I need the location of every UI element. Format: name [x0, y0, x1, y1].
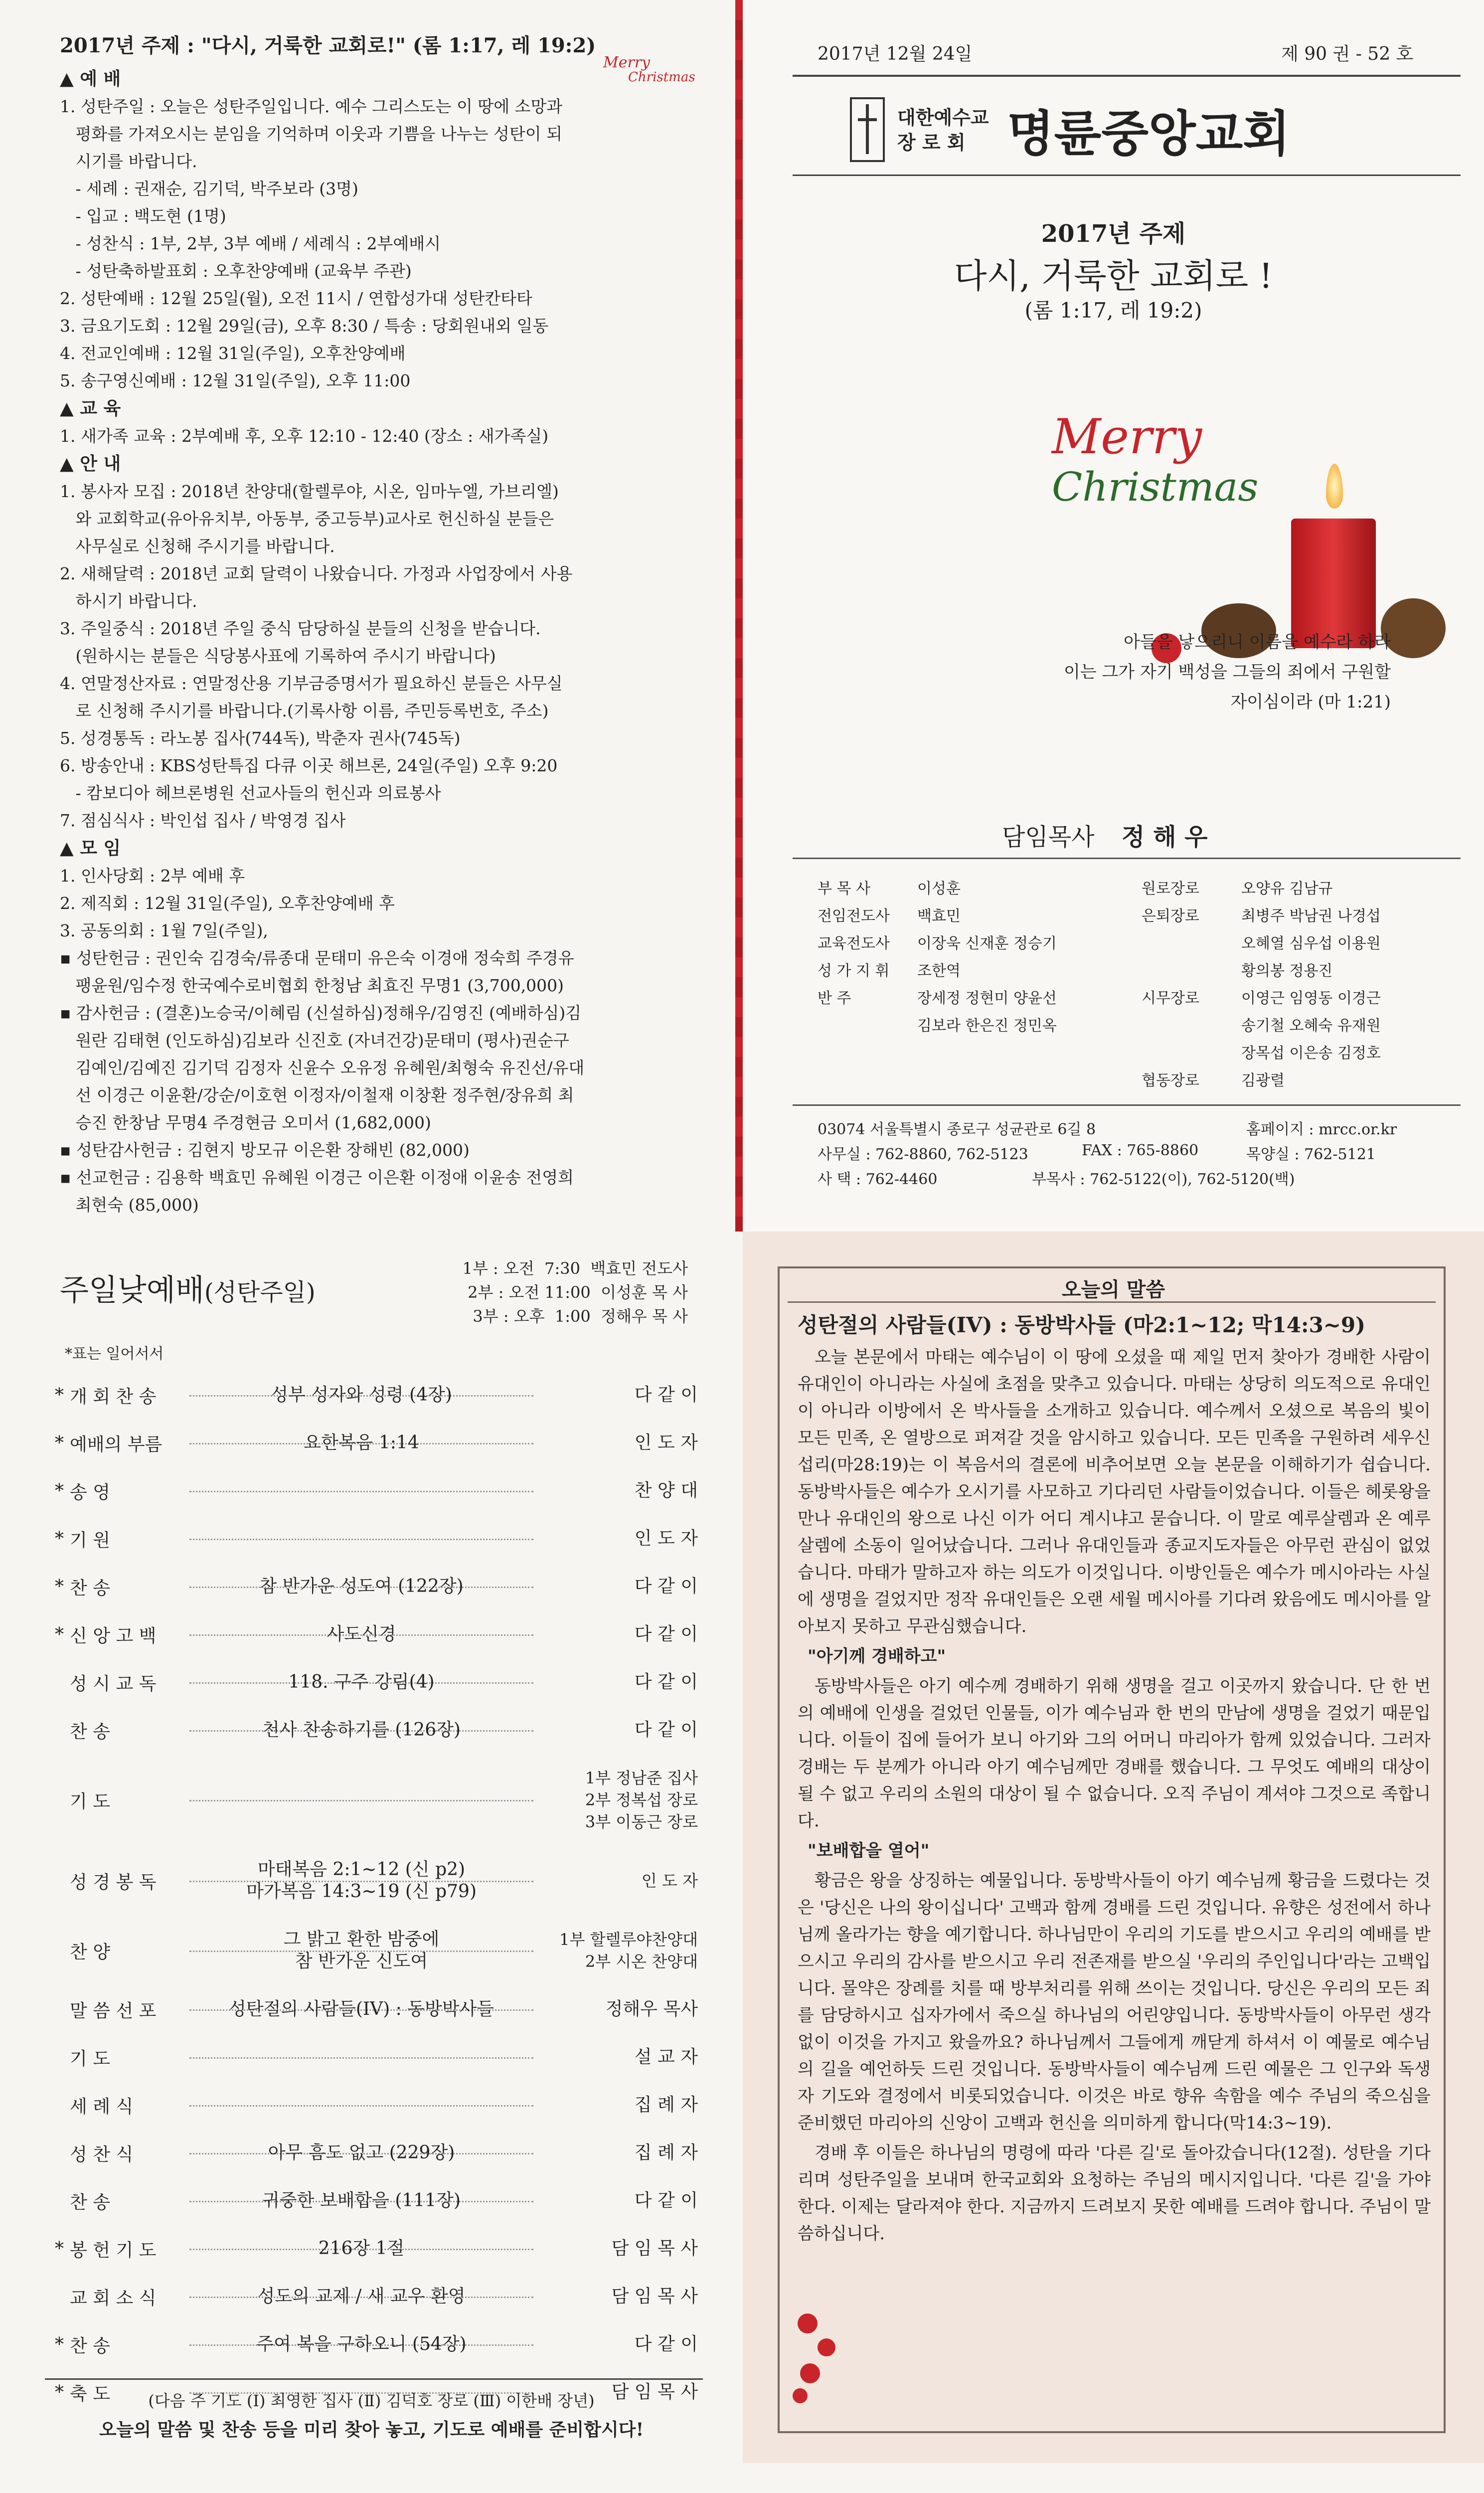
announcement-line: 3. 공동의회 : 1월 7일(주일), — [60, 921, 268, 940]
staff-names: 이장욱 신재훈 정승기 — [917, 935, 1057, 952]
service-times — [429, 1256, 688, 1328]
row-label: 성 찬 식 — [70, 2144, 134, 2165]
row-label: 예배의 부름 — [70, 1434, 163, 1455]
staff-list-left — [818, 875, 1137, 1040]
worship-row — [55, 2033, 698, 2081]
announcement-line: 선 이경근 이윤환/강순/이호현 이정자/이철재 이창환 정주현/장유희 최 — [60, 1085, 574, 1105]
sunday-service-panel — [0, 1232, 743, 2463]
sermon-header-rule — [788, 1301, 1436, 1303]
announcement-line: 2. 성탄예배 : 12월 25일(월), 오전 11시 / 연합성가대 성탄칸타타 — [60, 289, 532, 308]
merry-text: Merry — [1052, 409, 1202, 465]
deacon-phone: 부목사 : 762-5122(이), 762-5120(백) — [1032, 1171, 1295, 1188]
sermon-subheading: "보배합을 열어" — [808, 1841, 930, 1861]
row-leader: 설 교 자 — [634, 2047, 698, 2067]
row-label: 교 회 소 식 — [70, 2288, 157, 2309]
announcement-line: 시기를 바랍니다. — [60, 152, 197, 171]
staff-names: 장세정 정현미 양윤선 — [917, 990, 1057, 1007]
announcements-panel — [0, 0, 743, 1232]
staff-row — [818, 1012, 1137, 1040]
staff-role: 시무장로 — [1142, 990, 1199, 1007]
announcement-line: - 성찬식 : 1부, 2부, 3부 예배 / 세례식 : 2부예배시 — [60, 234, 441, 253]
row-leader: 다 같 이 — [634, 1672, 698, 1692]
announcement-line: 5. 성경통독 : 라노봉 집사(744독), 박춘자 권사(745독) — [60, 728, 461, 748]
row-content: 주여 복을 구하오니 (54장) — [256, 2334, 467, 2354]
row-content: 성도의 교제 / 새 교우 환영 — [257, 2286, 466, 2307]
row-content: 성탄절의 사람들(IV) : 동방박사들 — [228, 1999, 495, 2019]
standing-marker: * — [55, 1528, 64, 1549]
verse-line2: 이는 그가 자기 백성을 그들의 죄에서 구원할 — [1063, 662, 1391, 682]
announcement-line: 로 신청해 주시기를 바랍니다.(기록사항 이름, 주민등록번호, 주소) — [60, 701, 549, 720]
bulletin-date: 2017년 12월 24일 — [818, 44, 973, 64]
top-rule — [793, 75, 1461, 77]
sermon-paragraph: 황금은 왕을 상징하는 예물입니다. 동방박사들이 아기 예수님께 황금을 드렸다는 것은 '당신은 나의 왕이십니다' 고백과 함께 경배를 드린 것입니다. 유향은 성전에서 하나님께 올라가는 향을 예기합니다. 하나님만이 우리의 기도를 받으시고 우리의 예배를 받으시고 우리의 감사를 받으시고 우리 전존재를 받으실 '우리의 주인입니다'라는 고백입니다. 몰약은 장례를 치를 때 방부처리를 위해 쓰이는 것입니다. 당신은 우리의 모든 죄를 담당하시고 십자가에서 죽으실 하나님의 어린양입니다. 동방박사들이 아무런 생각 없이 이것을 가지고 왔을까요? 하나님께서 그들에게 깨닫게 하셔서 이 예물로 예수님의 길을 예언하듯 드린 것입니다. 동방박사들이 예수님께 드린 예물은 그 인구와 독생자 기도와 결정에서 비롯되었습니다. 이것은 바로 향유 속함을 예수 주님의 죽으심을 준비했던 마리아의 신앙이 고백과 헌신을 의미하게 합니다(막14:3~19). — [798, 1871, 1431, 2133]
row-leader: 인 도 자 — [634, 1528, 698, 1549]
staff-row — [1142, 930, 1461, 957]
standing-marker: * — [55, 1480, 64, 1501]
staff-names: 송기철 오혜숙 유재원 — [1241, 1017, 1381, 1035]
standing-marker: * — [55, 2382, 64, 2403]
announcement-line: - 성탄축하발표회 : 오후찬양예배 (교육부 주관) — [60, 261, 412, 281]
staff-row — [818, 957, 1137, 985]
announcement-line: ▪ 성탄감사헌금 : 김현지 방모규 이은환 장해빈 (82,000) — [60, 1140, 470, 1160]
staff-role: 협동장로 — [1142, 1072, 1199, 1089]
row-content: 귀중한 보배합을 (111장) — [262, 2190, 461, 2211]
row-leader: 담 임 목 사 — [611, 2286, 698, 2307]
staff-row — [1142, 1040, 1461, 1067]
sermon-paragraph: 오늘 본문에서 마태는 예수님이 이 땅에 오셨을 때 제일 먼저 찾아가 경배한 사람이 유대인이 아니라는 사실에 초점을 맞추고 있습니다. 마태는 상당히 의도적으로 유대인이 아니라 이방에서 온 박사들을 소개하고 있습니다. 예수께서 오셨으로 복음의 빛이 모든 민족, 온 열방으로 퍼져갈 것을 암시하고 있습니다. 모든 민족을 구원하려 세우신 섭리(마28:19)는 이 복음서의 결론에 비추어보면 오늘 본문을 이해하기가 쉽습니다. 동방박사들은 예수가 오시기를 사모하고 기다리던 사람들이었습니다. 이들은 헤롯왕을 만나 유대인의 왕으로 나신 이가 어디 계시냐고 묻습니다. 이 말로 예루살렘과 온 예루살렘에 소동이 일어났습니다. 그러나 유대인들과 종교지도자들은 아무런 관심이 없었습니다. 마태가 말하고자 하는 의도가 이것입니다. 이방인들은 예수가 메시아라는 사실에 생명을 걸었지만 정작 유대인들은 오랜 세월 메시아를 기다려 왔음에도 메시아를 알아보지 못하고 무관심했습니다. — [798, 1347, 1431, 1636]
denomination-line2: 장 로 회 — [897, 131, 966, 154]
announcement-line: 와 교회학교(유아유치부, 아동부, 중고등부)교사로 헌신하실 분들은 — [60, 509, 554, 529]
worship-row — [55, 1985, 698, 2033]
announcement-line: 1. 봉사자 모집 : 2018년 찬양대(할렐루야, 시온, 임마누엘, 가브리엘) — [60, 482, 559, 501]
sermon-subheading: "아기께 경배하고" — [808, 1646, 946, 1666]
announcement-list — [60, 65, 718, 1219]
standing-note: *표는 일어서서 — [65, 1345, 164, 1363]
verse-line3: 자이심이라 (마 1:21) — [1230, 692, 1391, 712]
house-phone: 사 택 : 762-4460 — [818, 1171, 938, 1188]
announcement-line: - 세례 : 권재순, 김기덕, 박주보라 (3명) — [60, 179, 358, 198]
worship-row — [55, 1706, 698, 1754]
denomination-line1: 대한예수교 — [897, 106, 989, 129]
announcement-line: 평화를 가져오시는 분임을 기억하며 이웃과 기쁨을 나누는 성탄이 되 — [60, 124, 562, 144]
holly-decoration — [788, 2304, 852, 2408]
staff-row — [1142, 1012, 1461, 1040]
staff-names: 오혜열 심우섭 이용원 — [1241, 935, 1381, 952]
announcement-line: 2. 제직회 : 12월 31일(주일), 오후찬양예배 후 — [60, 893, 395, 913]
staff-names: 황의봉 정용진 — [1241, 962, 1333, 980]
announcement-line: 김예인/김예진 김기덕 김정자 신윤수 오유정 유혜원/최형숙 유진선/유대 — [60, 1058, 585, 1077]
staff-row — [1142, 985, 1461, 1012]
announcement-line: 4. 전교인예배 : 12월 31일(주일), 오후찬양예배 — [60, 344, 406, 363]
worship-row — [55, 2081, 698, 2129]
announcement-line: ▪ 성탄헌금 : 권인숙 김경숙/류종대 문태미 유은숙 이경애 정숙희 주경유 — [60, 948, 574, 968]
row-label: 찬 송 — [70, 2335, 110, 2356]
announcement-line: 하시기 바랍니다. — [60, 591, 197, 611]
sermon-header: 오늘의 말씀 — [1061, 1278, 1165, 1301]
theme-year: 2017년 주제 — [1041, 220, 1186, 248]
pastor-title: 담임목사 — [1002, 823, 1095, 851]
dot-leader — [189, 2105, 533, 2107]
row-leader: 집 례 자 — [634, 2142, 698, 2163]
announcement-line: 최현숙 (85,000) — [60, 1195, 199, 1215]
standing-marker: * — [55, 1385, 64, 1406]
staff-role — [818, 1012, 917, 1040]
row-label: 세 례 식 — [70, 2096, 134, 2117]
row-leader: 다 같 이 — [634, 2334, 698, 2354]
staff-role: 원로장로 — [1142, 880, 1199, 897]
row-leader: 1부 할렐루야찬양대 2부 시온 찬양대 — [559, 1930, 698, 1971]
theme-reference: (롬 1:17, 레 19:2) — [1024, 298, 1202, 323]
worship-row — [55, 2177, 698, 2225]
announcement-line: (원하시는 분들은 식당봉사표에 기록하여 주시기 바랍니다) — [60, 646, 496, 666]
christmas-small: Christmas — [628, 70, 695, 85]
staff-role — [1142, 1012, 1241, 1040]
row-label: 찬 양 — [70, 1942, 110, 1962]
worship-row — [55, 1515, 698, 1563]
announcement-line: 1. 인사당회 : 2부 예배 후 — [60, 866, 245, 886]
standing-marker: * — [55, 1624, 64, 1645]
staff-row — [818, 985, 1137, 1012]
christmas-service-panel — [743, 2463, 1484, 2493]
row-content: 사도신경 — [327, 1624, 396, 1644]
theme-line: 2017년 주제 : "다시, 거룩한 교회로!" (롬 1:17, 레 19:2) — [60, 34, 596, 57]
christmas-text: Christmas — [1052, 464, 1259, 510]
announcement-line: 4. 연말정산자료 : 연말정산용 기부금증명서가 필요하신 분들은 사무실 — [60, 674, 563, 693]
staff-list-right — [1142, 875, 1461, 1094]
announcement-line: 6. 방송안내 : KBS성탄특집 다큐 이곳 해브론, 24일(주일) 오후 9:20 — [60, 756, 558, 775]
worship-row — [55, 1916, 698, 1985]
other-services-panel — [0, 2463, 743, 2493]
announcement-line: 5. 송구영신예배 : 12월 31일(주일), 오후 11:00 — [60, 371, 411, 390]
row-label: 성 경 봉 독 — [70, 1872, 157, 1893]
staff-role — [1142, 930, 1241, 957]
row-label: 기 도 — [70, 2048, 110, 2069]
merry-small: Merry — [603, 54, 651, 71]
row-label: 봉 헌 기 도 — [70, 2240, 157, 2261]
staff-names: 조한역 — [917, 962, 961, 980]
row-leader: 담 임 목 사 — [611, 2238, 698, 2259]
rule-4 — [793, 1104, 1461, 1106]
row-leader: 찬 양 대 — [634, 1480, 698, 1501]
staff-names: 최병주 박남권 나경섭 — [1241, 907, 1381, 925]
verse-line1: 아들을 낳으리니 이름을 예수라 하라 — [1124, 632, 1391, 652]
staff-role: 부 목 사 — [818, 880, 871, 897]
row-leader: 다 같 이 — [634, 1624, 698, 1644]
staff-role: 은퇴장로 — [1142, 907, 1199, 925]
announcement-line: 팽윤원/임수정 한국예수로비협회 한청남 최효진 무명1 (3,700,000) — [60, 976, 564, 995]
row-label: 신 앙 고 백 — [70, 1625, 157, 1646]
worship-row — [55, 1419, 698, 1467]
rule-2 — [793, 175, 1461, 176]
theme-title: 다시, 거룩한 교회로 ! — [954, 257, 1273, 296]
staff-row — [818, 930, 1137, 957]
row-label: 찬 송 — [70, 1721, 110, 1742]
row-label: 찬 송 — [70, 2192, 110, 2213]
staff-row — [818, 902, 1137, 930]
row-content: 참 반가운 성도여 (122장) — [259, 1576, 464, 1597]
address: 03074 서울특별시 종로구 성균관로 6길 8 — [818, 1121, 1096, 1138]
service-time-line: 1부 : 오전 7:30 백효민 전도사 — [462, 1259, 688, 1278]
announcement-line: 7. 점심식사 : 박인섭 집사 / 박영경 집사 — [60, 811, 346, 830]
worship-row — [55, 2320, 698, 2368]
homepage: 홈페이지 : mrcc.or.kr — [1246, 1121, 1397, 1138]
announcement-line: - 캄보디아 헤브론병원 선교사들의 헌신과 의료봉사 — [60, 783, 441, 803]
issue-number: 제 90 권 - 52 호 — [1281, 44, 1414, 64]
standing-marker: * — [55, 1576, 64, 1597]
staff-role: 전임전도사 — [818, 907, 890, 925]
footer-message: 오늘의 말씀 및 찬송 등을 미리 찾아 놓고, 기도로 예배를 준비합시다! — [99, 2419, 644, 2440]
row-content: 아무 흠도 없고 (229장) — [268, 2142, 455, 2163]
worship-row — [55, 1754, 698, 1846]
sermon-panel — [743, 1232, 1484, 2463]
row-content: 성부 성자와 성령 (4장) — [271, 1385, 452, 1405]
worship-row — [55, 2273, 698, 2320]
service-title: 주일낮예배(성탄주일) — [60, 1273, 316, 1308]
row-label: 성 시 교 독 — [70, 1673, 157, 1694]
next-week-prayer: (다음 주 기도 (Ⅰ) 최영한 집사 (Ⅱ) 김덕호 장로 (Ⅲ) 이한배 장년) — [148, 2391, 595, 2410]
announcement-line: 2. 새해달력 : 2018년 교회 달력이 나왔습니다. 가정과 사업장에서 사용 — [60, 564, 573, 583]
dot-leader — [189, 2057, 533, 2059]
staff-role: 반 주 — [818, 990, 851, 1007]
row-leader: 다 같 이 — [634, 1385, 698, 1405]
staff-row — [1142, 957, 1461, 985]
staff-row — [1142, 1067, 1461, 1094]
church-name: 명륜중앙교회 — [1007, 105, 1291, 163]
cover-panel — [743, 0, 1484, 1232]
row-leader: 다 같 이 — [634, 1720, 698, 1740]
staff-role: 성 가 지 휘 — [818, 962, 890, 980]
worship-row — [55, 2225, 698, 2273]
order-of-worship — [55, 1371, 698, 2416]
rule-3 — [793, 858, 1461, 859]
row-leader: 정해우 목사 — [605, 1999, 698, 2019]
row-content: 216장 1절 — [318, 2238, 405, 2259]
row-leader: 집 례 자 — [634, 2095, 698, 2115]
row-leader: 다 같 이 — [634, 2190, 698, 2211]
staff-names: 이영근 임영동 이경근 — [1241, 990, 1381, 1007]
announcement-line: 승진 한창남 무명4 주경현금 오미서 (1,682,000) — [60, 1113, 431, 1132]
announcement-line: 3. 금요기도회 : 12월 29일(금), 오후 8:30 / 특송 : 당회원내외 일동 — [60, 316, 549, 336]
section-heading: ▲ 모 임 — [60, 838, 121, 859]
dot-leader — [189, 1539, 533, 1540]
announcement-line: 1. 새가족 교육 : 2부예배 후, 오후 12:10 - 12:40 (장소 : 새가족실) — [60, 426, 549, 446]
announcement-line: 3. 주일중식 : 2018년 주일 중식 담당하실 분들의 신청을 받습니다. — [60, 619, 541, 638]
row-content: 마태복음 2:1~12 (신 p2) 마가복음 14:3~19 (신 p79) — [246, 1859, 477, 1902]
standing-marker: * — [55, 1432, 64, 1453]
standing-marker: * — [55, 2238, 64, 2259]
section-heading: ▲ 예 배 — [60, 68, 121, 89]
staff-names: 백효민 — [917, 907, 961, 925]
row-leader: 인 도 자 — [634, 1432, 698, 1453]
worship-row — [55, 1467, 698, 1515]
staff-row — [818, 875, 1137, 902]
worship-row — [55, 1371, 698, 1419]
staff-row — [1142, 902, 1461, 930]
worship-row — [55, 1846, 698, 1916]
announcement-line: ▪ 선교헌금 : 김용학 백효민 유혜원 이경근 이은환 이정애 이윤송 전영희 — [60, 1168, 574, 1187]
row-label: 개 회 찬 송 — [70, 1386, 157, 1407]
row-label: 찬 송 — [70, 1578, 110, 1599]
section-heading: ▲ 안 내 — [60, 453, 121, 474]
staff-names: 장목섭 이은송 김정호 — [1241, 1045, 1381, 1062]
service-time-line: 3부 : 오후 1:00 정해우 목 사 — [473, 1307, 688, 1326]
row-leader: 1부 정남준 집사 2부 정복섭 장로 3부 이동근 장로 — [585, 1769, 698, 1831]
dot-leader — [189, 1491, 533, 1492]
row-content: 그 밝고 환한 밤중에 참 반가운 신도여 — [283, 1929, 440, 1971]
row-leader: 담 임 목 사 — [611, 2382, 698, 2402]
sermon-body — [798, 1344, 1431, 2250]
row-leader: 인 도 자 — [641, 1871, 698, 1890]
announcement-line: 1. 성탄주일 : 오늘은 성탄주일입니다. 예수 그리스도는 이 땅에 소망과 — [60, 97, 563, 116]
dot-leader — [189, 1800, 533, 1801]
sermon-title: 성탄절의 사람들(IV) : 동방박사들 (마2:1~12; 막14:3~9) — [798, 1313, 1366, 1337]
row-label: 기 도 — [70, 1791, 110, 1812]
worship-row — [55, 1563, 698, 1610]
pastor-name: 정 해 우 — [1122, 823, 1208, 851]
row-label: 기 원 — [70, 1530, 110, 1551]
staff-names: 이성훈 — [917, 880, 961, 897]
row-label: 말 씀 선 포 — [70, 2000, 157, 2021]
standing-marker: * — [55, 2334, 64, 2355]
fax: FAX : 765-8860 — [1082, 1142, 1199, 1159]
staff-role — [1142, 1040, 1241, 1067]
row-content: 118. 구주 강림(4) — [288, 1672, 435, 1692]
staff-names: 오양유 김남규 — [1241, 880, 1333, 897]
staff-names: 김광렬 — [1241, 1072, 1285, 1089]
service-time-line: 2부 : 오전 11:00 이성훈 목 사 — [468, 1283, 688, 1302]
office-phone: 사무실 : 762-8860, 762-5123 — [818, 1146, 1028, 1163]
announcement-line: - 입교 : 백도현 (1명) — [60, 206, 226, 226]
announcement-line: 원란 김태현 (인도하심)김보라 신진호 (자녀건강)문태미 (평사)권순구 — [60, 1031, 569, 1050]
announcement-line: ▪ 감사헌금 : (결혼)노승국/이혜림 (신설하심)정해우/김영진 (예배하심)김 — [60, 1003, 582, 1023]
row-label: 축 도 — [70, 2383, 110, 2404]
footer-rule — [45, 2378, 703, 2380]
section-heading: ▲ 교 육 — [60, 398, 121, 419]
announcement-line: 사무실로 신청해 주시기를 바랍니다. — [60, 536, 335, 556]
row-content: 천사 찬송하기를 (126장) — [262, 1720, 461, 1740]
row-label: 송 영 — [70, 1482, 110, 1503]
worship-row — [55, 2129, 698, 2177]
staff-role: 교육전도사 — [818, 935, 890, 952]
staff-role — [1142, 957, 1241, 985]
worship-row — [55, 1658, 698, 1706]
row-content: 요한복음 1:14 — [304, 1432, 419, 1453]
church-logo — [850, 97, 885, 162]
sermon-paragraph: 경배 후 이들은 하나님의 명령에 따라 '다른 길'로 돌아갔습니다(12절). 성탄을 기다리며 성탄주일을 보내며 한국교회와 요청하는 주님의 메시지입니다. '다른 길'을 가야 한다. 이제는 달라져야 한다. 지금까지 드려보지 못한 예배를 드려야 합니다. 주님이 말씀하십니다. — [798, 2143, 1431, 2244]
row-leader: 다 같 이 — [634, 1576, 698, 1597]
staff-names: 김보라 한은진 정민옥 — [917, 1017, 1057, 1035]
worship-row — [55, 1610, 698, 1658]
study-phone: 목양실 : 762-5121 — [1246, 1146, 1376, 1163]
sermon-paragraph: 동방박사들은 아기 예수께 경배하기 위해 생명을 걸고 이곳까지 왔습니다. 단 한 번의 예배에 인생을 걸었던 인물들, 이가 예수님과 한 번의 만남에 생명을 걸었기 때문입니다. 이들이 집에 들어가 보니 아기와 그의 어머니 마리아가 함께 있었습니다. 그러자 경배는 두 분께가 아니라 아기 예수님께만 경배를 했습니다. 그 무엇도 예배의 대상이 될 수 없고 우리의 소원의 대상이 될 수 없습니다. 오직 주님이 계셔야 그것으로 족합니다. — [798, 1676, 1431, 1831]
staff-row — [1142, 875, 1461, 902]
